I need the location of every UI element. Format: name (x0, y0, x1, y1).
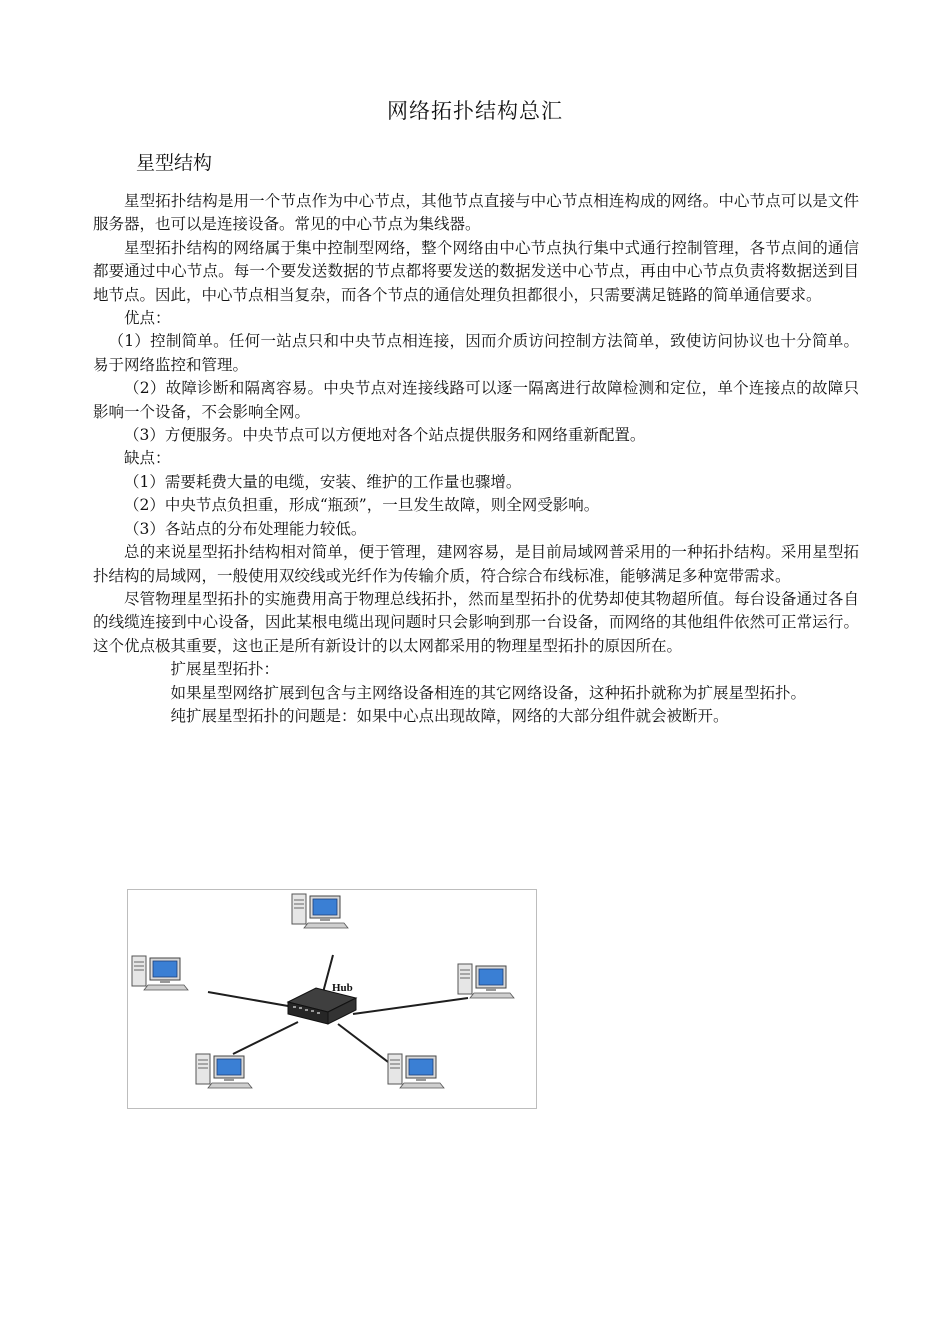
paragraph: （2）故障诊断和隔离容易。中央节点对连接线路可以逐一隔离进行故障检测和定位，单个连接点的故障只影响一个设备，不会影响全网。 (93, 379, 859, 421)
paragraph: （3）各站点的分布处理能力较低。 (124, 519, 367, 538)
cable-line (233, 1022, 298, 1054)
paragraph: 扩展星型拓扑： (170, 660, 280, 679)
computer-icon (458, 964, 514, 998)
paragraph: 纯扩展星型拓扑的问题是：如果中心点出现故障，网络的大部分组件就会被断开。 (170, 706, 729, 725)
paragraph: （3）方便服务。中央节点可以方便地对各个站点提供服务和网络重新配置。 (124, 426, 646, 445)
computer-icon (292, 894, 348, 928)
paragraph: 优点： (124, 309, 171, 328)
cable-line (208, 992, 288, 1006)
cable-line (353, 998, 468, 1014)
page-title: 网络拓扑结构总汇 (387, 99, 563, 123)
cable-line (338, 1024, 396, 1068)
paragraph: 如果星型网络扩展到包含与主网络设备相连的其它网络设备，这种拓扑就称为扩展星型拓扑。 (170, 683, 807, 702)
star-topology-diagram (128, 890, 536, 1108)
paragraph: 星型拓扑结构是用一个节点作为中心节点，其他节点直接与中心节点相连构成的网络。中心节点可以是文件服务器，也可以是连接设备。常见的中心节点为集线器。 (93, 192, 859, 234)
hub-label: Hub (332, 982, 353, 994)
computer-icon (132, 956, 188, 990)
body-text (93, 190, 859, 728)
paragraph: 总的来说星型拓扑结构相对简单，便于管理，建网容易，是目前局域网普采用的一种拓扑结构。采用星型拓扑结构的局域网，一般使用双绞线或光纤作为传输介质，符合综合布线标准，能够满足多种宽带需求。 (93, 543, 859, 585)
paragraph: （1）需要耗费大量的电缆，安装、维护的工作量也骤增。 (124, 472, 522, 491)
paragraph: 缺点： (124, 449, 171, 468)
paragraph: （1）控制简单。任何一站点只和中央节点相连接，因而介质访问控制方法简单，致使访问协议也十分简单。易于网络监控和管理。 (93, 332, 859, 374)
section-heading: 星型结构 (136, 152, 213, 174)
star-topology-figure (127, 889, 537, 1109)
computer-icon (388, 1054, 444, 1088)
paragraph: 尽管物理星型拓扑的实施费用高于物理总线拓扑，然而星型拓扑的优势却使其物超所值。每台设备通过各自的线缆连接到中心设备，因此某根电缆出现问题时只会影响到那一台设备，而网络的其他组件依然可正常运行。这个优点极其重要，这也正是所有新设计的以太网都采用的物理星型拓扑的原因所在。 (93, 589, 859, 655)
paragraph: （2）中央节点负担重，形成“瓶颈”，一旦发生故障，则全网受影响。 (124, 496, 600, 515)
computer-icon (196, 1054, 252, 1088)
paragraph: 星型拓扑结构的网络属于集中控制型网络，整个网络由中心节点执行集中式通行控制管理，各节点间的通信都要通过中心节点。每一个要发送数据的节点都将要发送的数据发送中心节点，再由中心节点负责将数据送到目地节点。因此，中心节点相当复杂，而各个节点的通信处理负担都很小，只需要满足链路的简单通信要求。 (93, 238, 859, 304)
